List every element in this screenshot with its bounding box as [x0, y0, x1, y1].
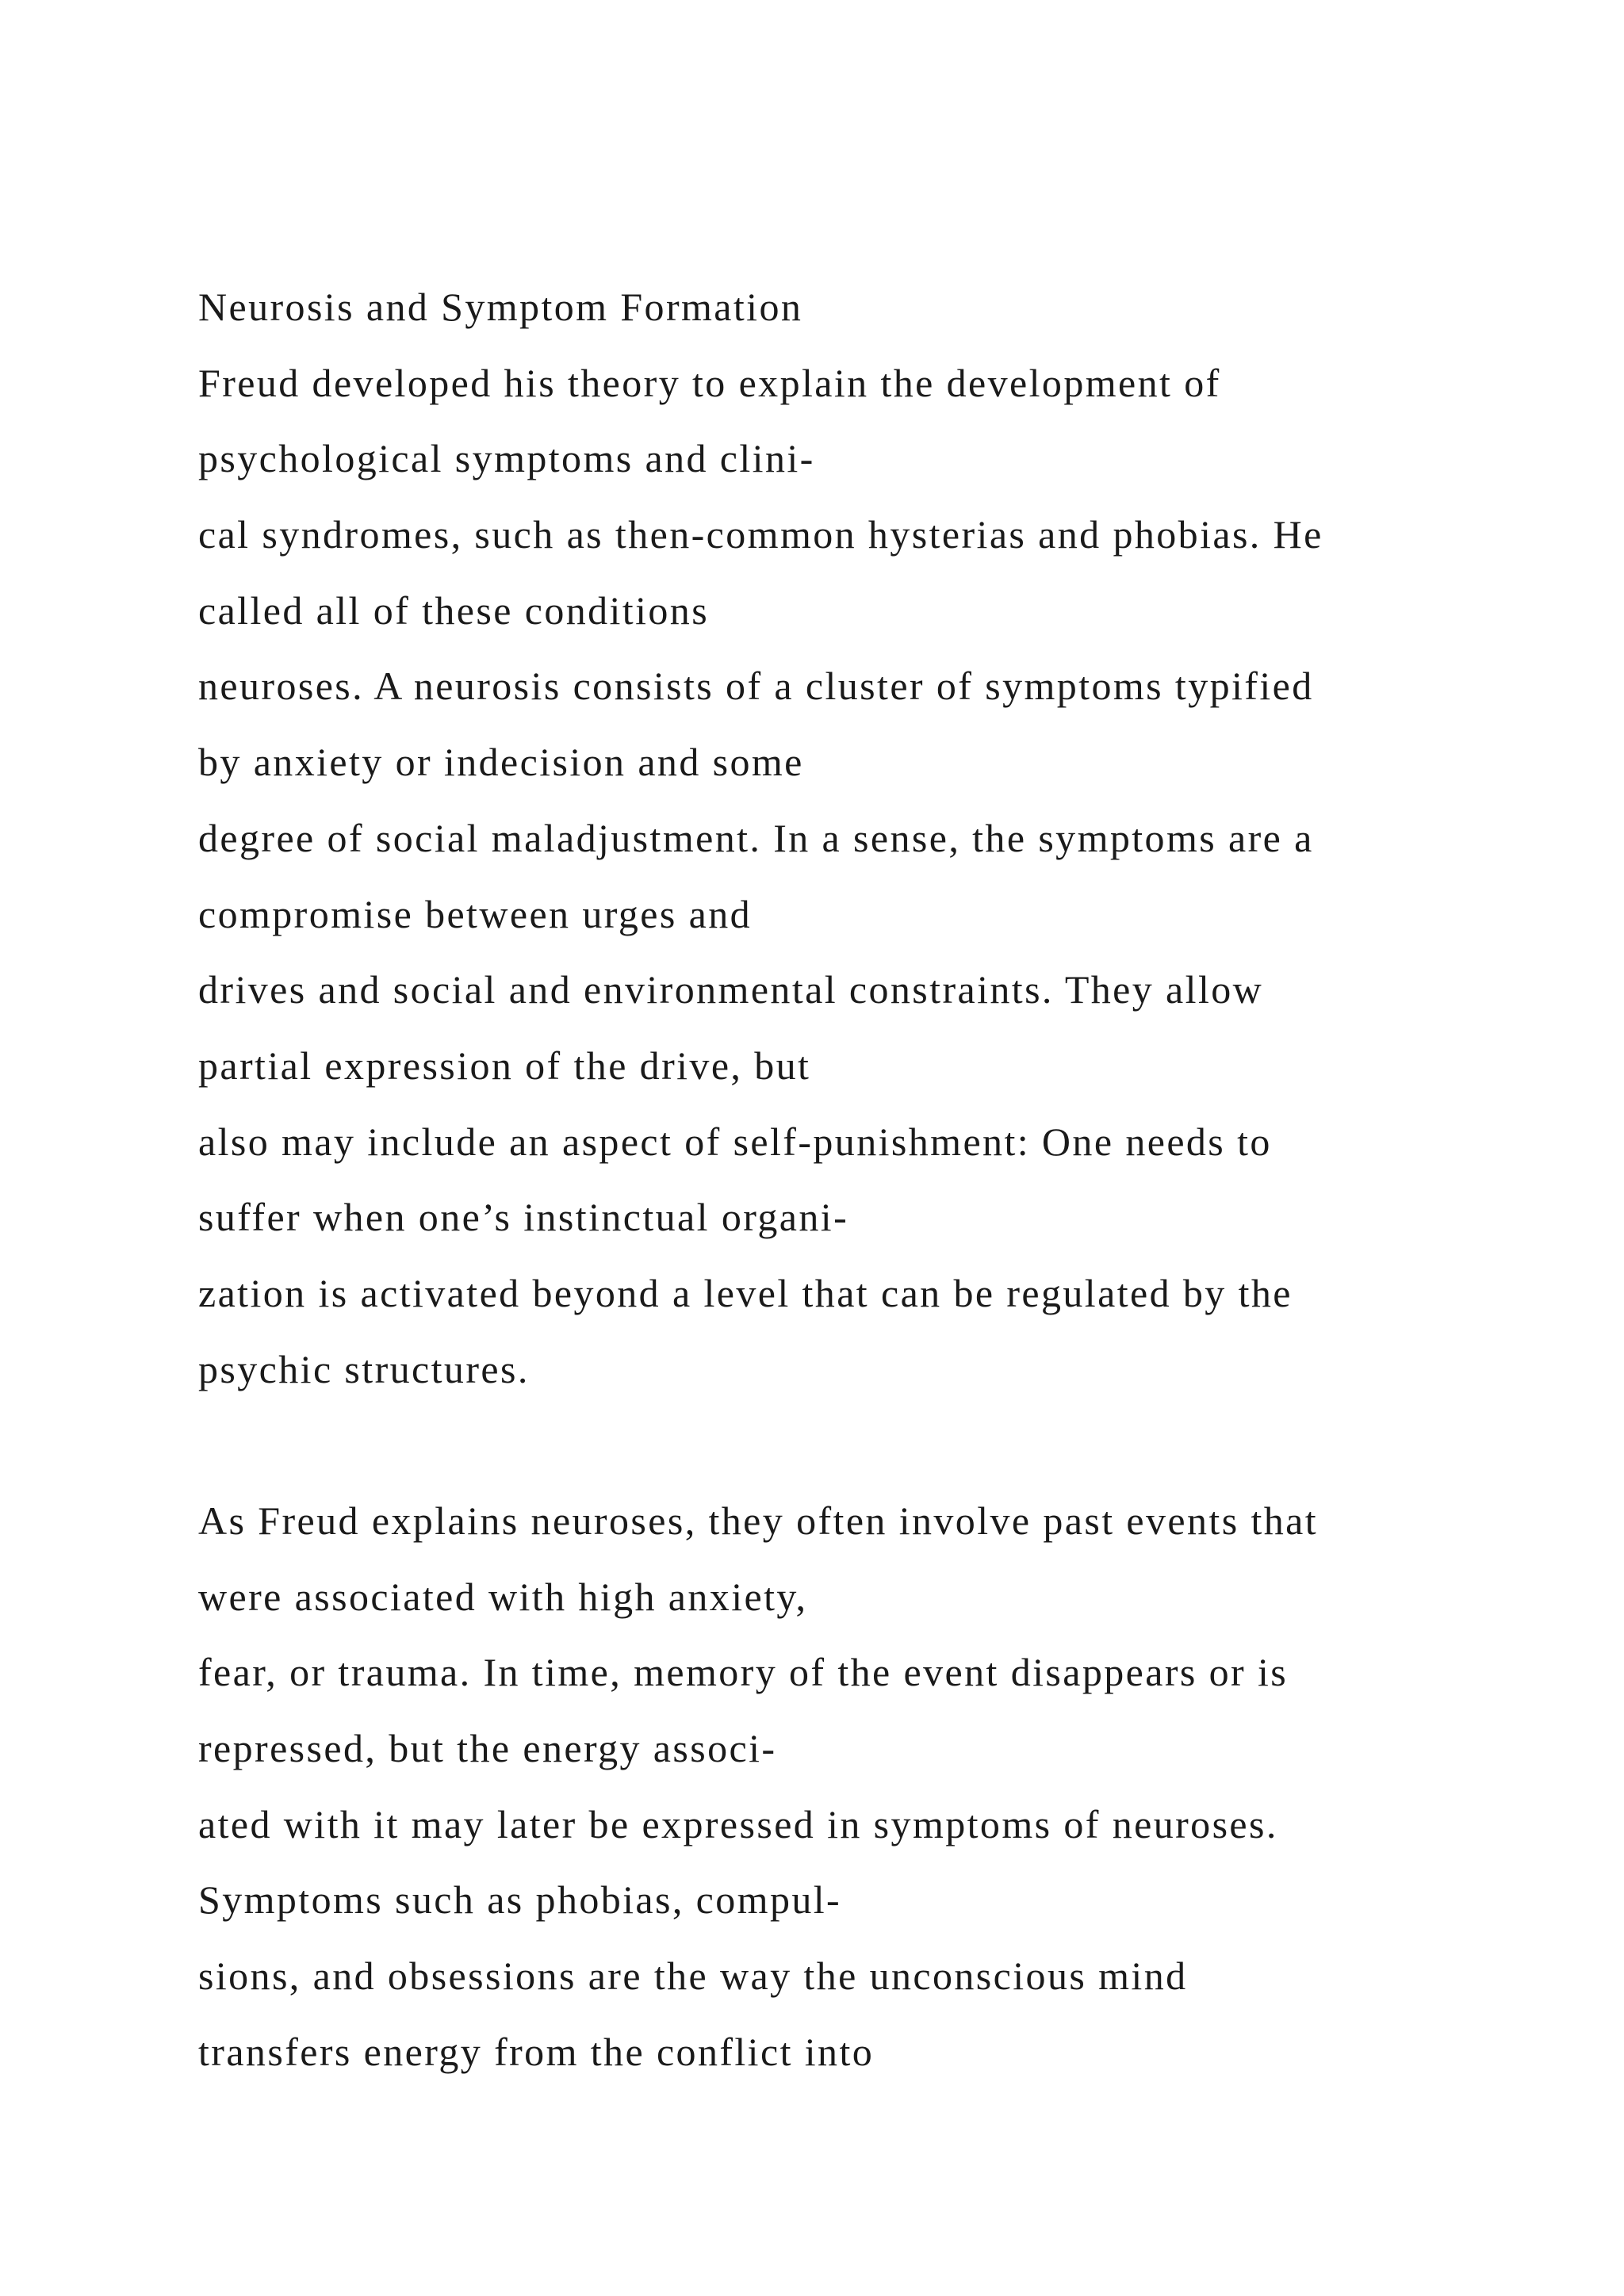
- text-line: psychic structures.: [198, 1346, 530, 1391]
- text-line: repressed, but the energy associ-: [198, 1726, 777, 1771]
- text-line: suffer when one’s instinctual organi-: [198, 1195, 849, 1240]
- text-line: Freud developed his theory to explain the development of: [198, 360, 1221, 405]
- text-line: degree of social maladjustment. In a sense, the symptoms are a: [198, 815, 1314, 860]
- text-line: were associated with high anxiety,: [198, 1574, 808, 1619]
- text-line: fear, or trauma. In time, memory of the event disappears or is: [198, 1650, 1289, 1695]
- text-line: called all of these conditions: [198, 587, 710, 633]
- text-line: partial expression of the drive, but: [198, 1043, 811, 1088]
- text-line: As Freud explains neuroses, they often involve past events that: [198, 1498, 1319, 1543]
- text-line: drives and social and environmental constraints. They allow: [198, 967, 1264, 1012]
- document-title: Neurosis and Symptom Formation: [198, 285, 803, 329]
- text-line: zation is activated beyond a level that can be regulated by the: [198, 1270, 1293, 1315]
- text-line: by anxiety or indecision and some: [198, 740, 804, 785]
- text-line: also may include an aspect of self-punishment: One needs to: [198, 1119, 1272, 1164]
- paragraph-gap: [198, 1407, 1546, 1483]
- text-line: sions, and obsessions are the way the unconscious mind: [198, 1954, 1188, 1999]
- paragraph-1: [198, 346, 1546, 1408]
- text-line: Symptoms such as phobias, compul-: [198, 1877, 842, 1923]
- text-line: cal syndromes, such as then-common hysterias and phobias. He: [198, 512, 1323, 557]
- text-line: psychological symptoms and clini-: [198, 436, 815, 481]
- text-line: ated with it may later be expressed in symptoms of neuroses.: [198, 1801, 1278, 1846]
- text-line: transfers energy from the conflict into: [198, 2029, 875, 2074]
- document-body: [198, 270, 1546, 2091]
- text-line: compromise between urges and: [198, 891, 753, 936]
- paragraph-2: [198, 1483, 1546, 2091]
- text-line: neuroses. A neurosis consists of a cluster of symptoms typified: [198, 664, 1314, 709]
